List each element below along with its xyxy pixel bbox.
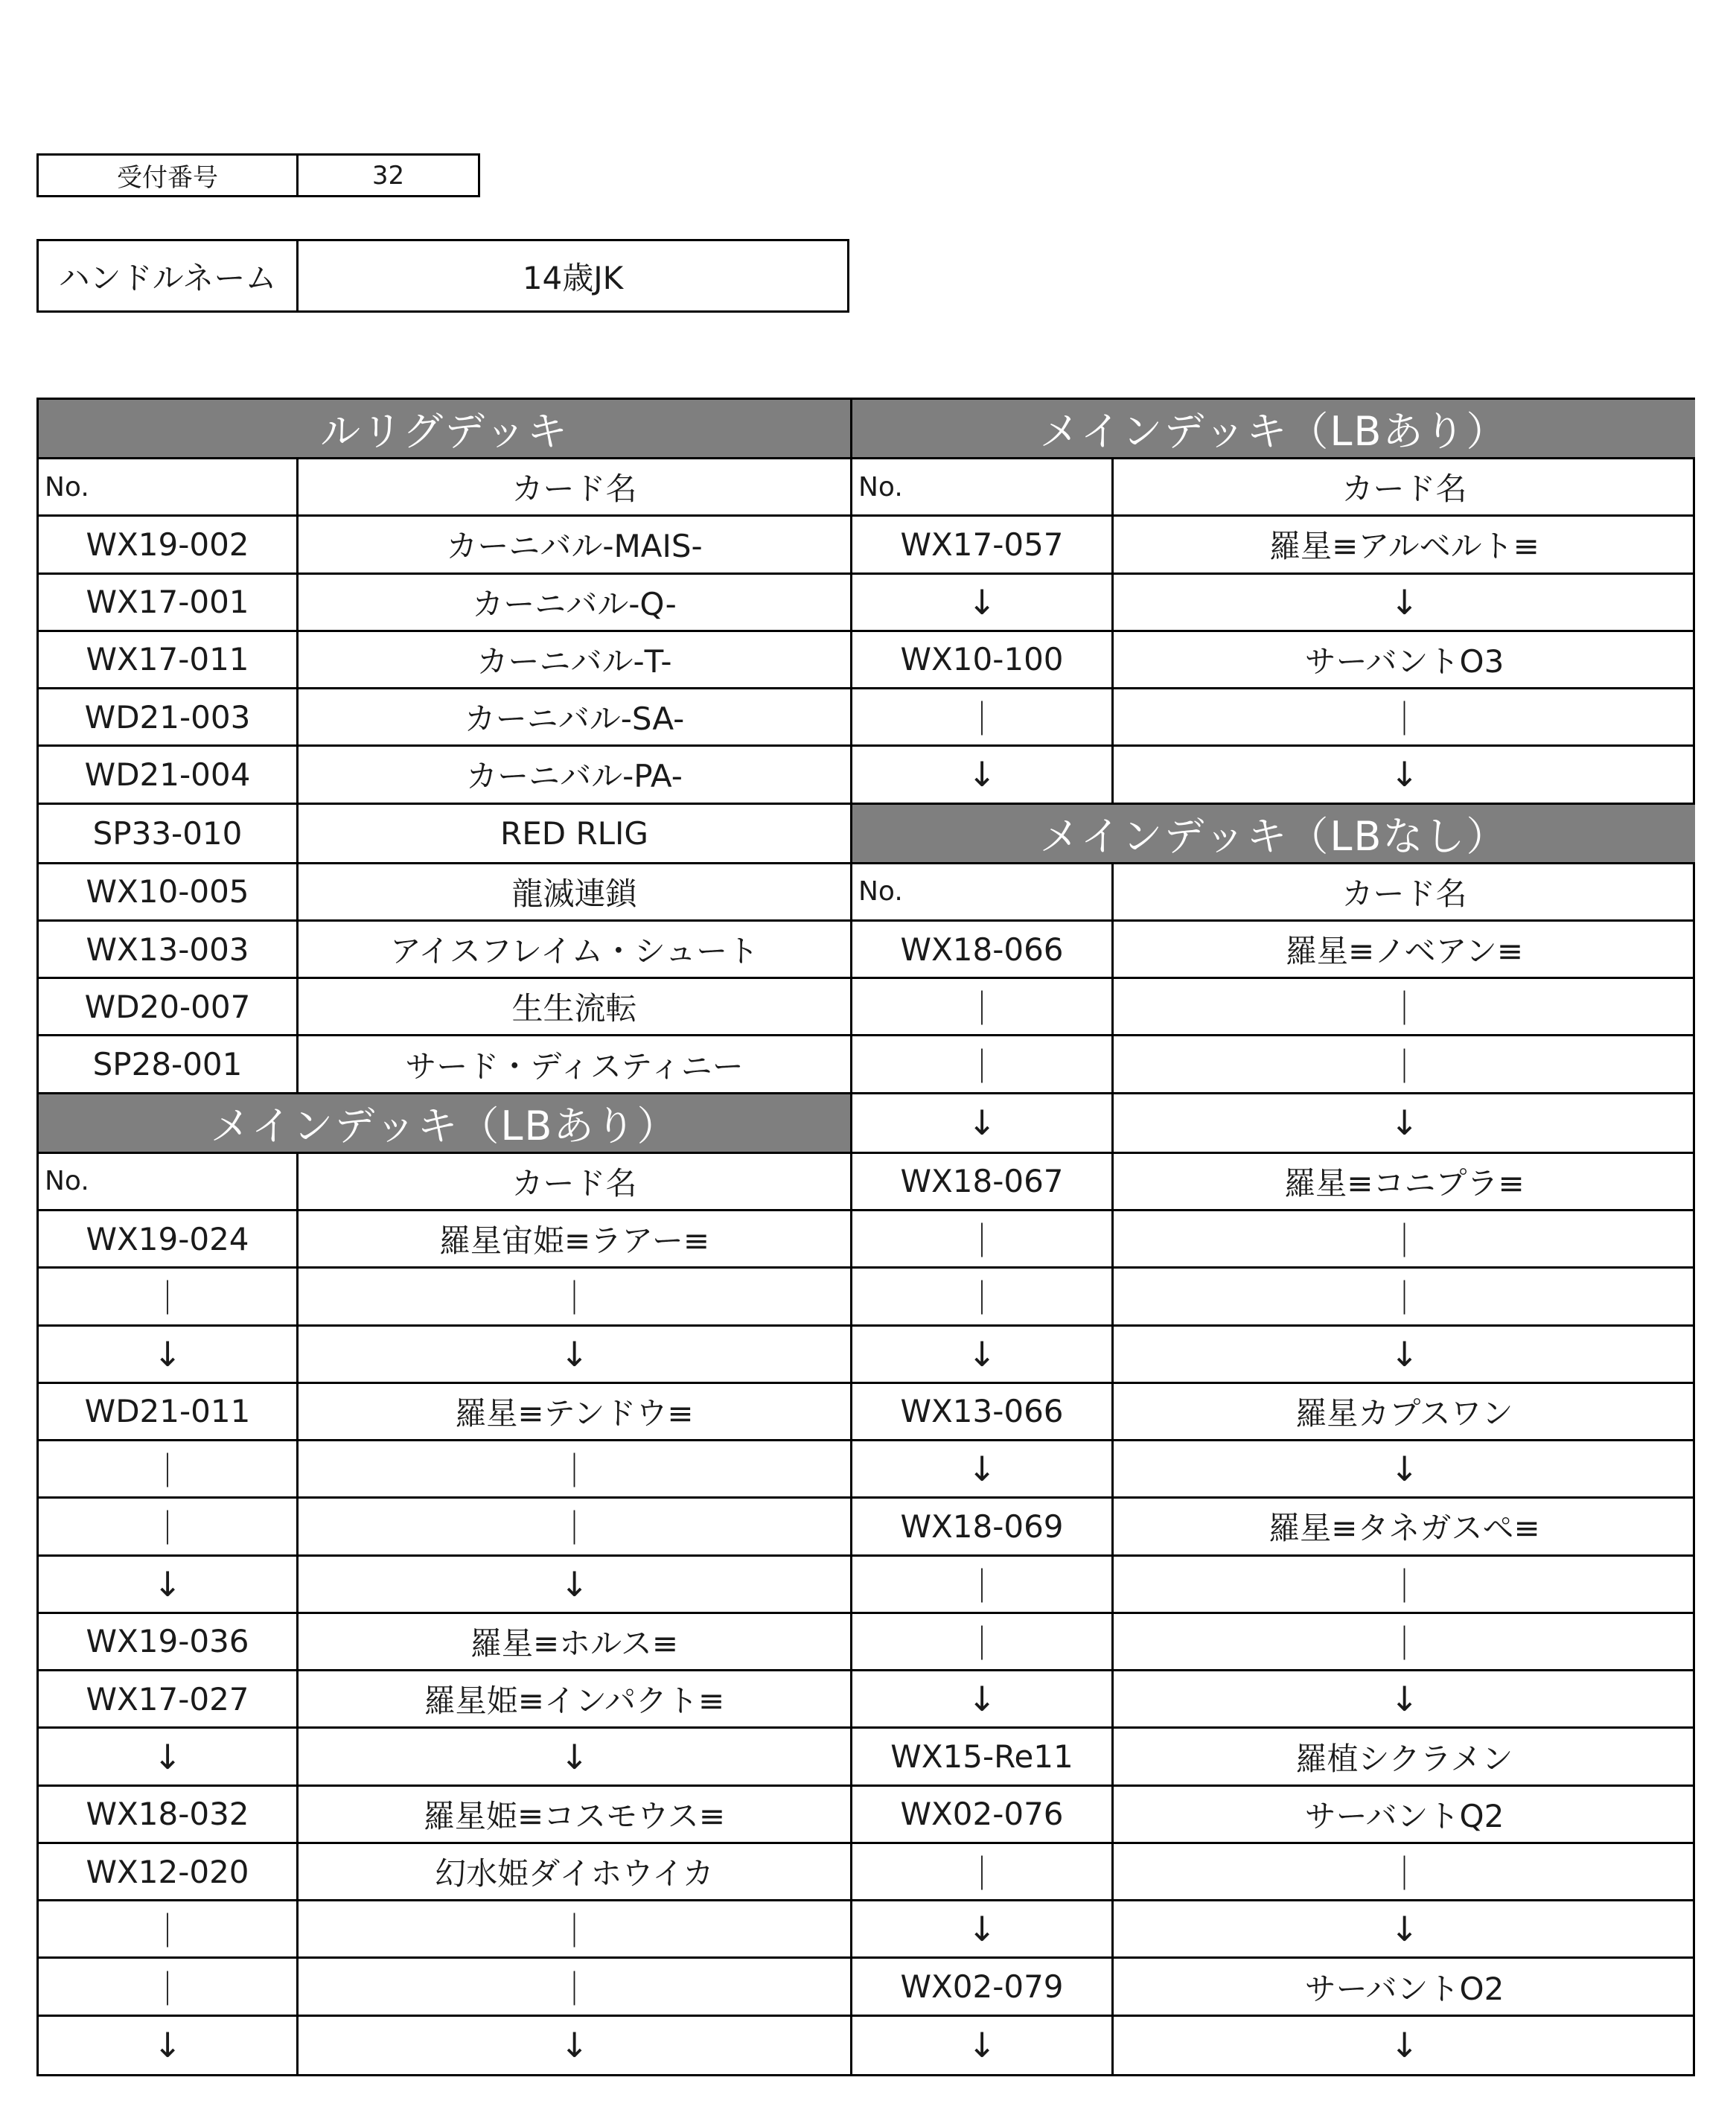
card-number: ｜ (852, 1614, 1114, 1671)
column-header-card-name: カード名 (299, 459, 852, 517)
card-name: ↓ (1114, 1094, 1695, 1154)
card-number: ｜ (852, 1844, 1114, 1901)
card-name: アイスフレイム・シュート (299, 922, 852, 979)
card-number: ↓ (39, 2017, 299, 2074)
card-name: カーニバル-MAIS- (299, 517, 852, 574)
card-number: ｜ (39, 1441, 299, 1499)
card-name: サーバントQ2 (1114, 1787, 1695, 1844)
card-number: WX13-003 (39, 922, 299, 979)
card-name: 羅星≡テンドウ≡ (299, 1384, 852, 1441)
card-number: WX19-024 (39, 1211, 299, 1269)
card-name: サード・ディスティニー (299, 1036, 852, 1094)
card-name: ↓ (1114, 1441, 1695, 1499)
card-name: ｜ (1114, 1269, 1695, 1326)
main-deck-no-lb-header: メインデッキ（LBなし） (852, 805, 1695, 864)
card-number: WX13-066 (852, 1384, 1114, 1441)
column-header-card-name: カード名 (299, 1154, 852, 1211)
card-number: ↓ (852, 2017, 1114, 2074)
card-name: ｜ (299, 1499, 852, 1556)
card-name: 羅星宙姫≡ラアー≡ (299, 1211, 852, 1269)
card-number: WD21-003 (39, 689, 299, 747)
card-number: WD21-004 (39, 747, 299, 804)
card-name: RED RLIG (299, 805, 852, 864)
card-number: ↓ (852, 1094, 1114, 1154)
card-name: ｜ (1114, 1211, 1695, 1269)
card-number: SP33-010 (39, 805, 299, 864)
column-header-no: No. (39, 1154, 299, 1211)
card-name: ｜ (1114, 689, 1695, 747)
card-name: ｜ (1114, 1557, 1695, 1614)
card-number: WX10-005 (39, 864, 299, 922)
card-number: WX17-057 (852, 517, 1114, 574)
card-name: 羅星≡コニプラ≡ (1114, 1154, 1695, 1211)
card-name: ↓ (1114, 1901, 1695, 1959)
card-name: 羅星≡アルベルト≡ (1114, 517, 1695, 574)
card-number: WX17-027 (39, 1671, 299, 1729)
card-name: ↓ (299, 2017, 852, 2074)
card-name: ↓ (1114, 747, 1695, 804)
card-number: WD20-007 (39, 979, 299, 1036)
card-name: 龍滅連鎖 (299, 864, 852, 922)
card-number: ↓ (39, 1729, 299, 1786)
handle-name-value: 14歳JK (522, 259, 624, 296)
card-name: ↓ (1114, 1671, 1695, 1729)
card-name: ↓ (1114, 1327, 1695, 1384)
card-name: ｜ (299, 1901, 852, 1959)
card-number: WD21-011 (39, 1384, 299, 1441)
card-name: ↓ (1114, 575, 1695, 632)
card-name: ｜ (1114, 1844, 1695, 1901)
card-number: ｜ (852, 1557, 1114, 1614)
card-number: SP28-001 (39, 1036, 299, 1094)
card-name: ↓ (299, 1729, 852, 1786)
card-name: 羅星カプスワン (1114, 1384, 1695, 1441)
card-number: ｜ (852, 1211, 1114, 1269)
card-name: カーニバル-SA- (299, 689, 852, 747)
card-number: ｜ (852, 1036, 1114, 1094)
lrig-deck-header: ルリグデッキ (39, 400, 852, 459)
card-name: ↓ (299, 1557, 852, 1614)
card-number: ↓ (852, 1671, 1114, 1729)
card-name: ｜ (1114, 1036, 1695, 1094)
card-number: WX12-020 (39, 1844, 299, 1901)
card-number: ｜ (39, 1959, 299, 2016)
card-number: WX10-100 (852, 632, 1114, 689)
card-name: 羅星姫≡コスモウス≡ (299, 1787, 852, 1844)
card-name: 羅星≡ホルス≡ (299, 1614, 852, 1671)
card-number: WX02-079 (852, 1959, 1114, 2016)
card-number: WX18-069 (852, 1499, 1114, 1556)
reception-number-value: 32 (371, 160, 405, 191)
card-name: 羅星≡ノベアン≡ (1114, 922, 1695, 979)
card-number: ↓ (39, 1557, 299, 1614)
card-name: ｜ (299, 1269, 852, 1326)
column-header-no: No. (852, 864, 1114, 922)
card-number: ↓ (852, 1327, 1114, 1384)
column-header-card-name: カード名 (1114, 864, 1695, 922)
card-name: ｜ (1114, 979, 1695, 1036)
card-number: ↓ (39, 1327, 299, 1384)
card-number: WX15-Re11 (852, 1729, 1114, 1786)
card-name: 羅植シクラメン (1114, 1729, 1695, 1786)
card-name: 羅星姫≡インパクト≡ (299, 1671, 852, 1729)
handle-name-box (36, 239, 849, 313)
card-name: サーバントO3 (1114, 632, 1695, 689)
card-number: WX02-076 (852, 1787, 1114, 1844)
card-name: ↓ (1390, 2025, 1419, 2066)
card-number: WX18-066 (852, 922, 1114, 979)
column-header-card-name: カード名 (1114, 459, 1695, 517)
card-number: ｜ (39, 1499, 299, 1556)
card-name: カーニバル-Q- (299, 575, 852, 632)
card-name: ↓ (299, 1327, 852, 1384)
reception-number-label: 受付番号 (39, 156, 299, 195)
card-number: ↓ (852, 575, 1114, 632)
handle-name-label: ハンドルネーム (39, 241, 299, 310)
reception-number-box (36, 153, 480, 197)
card-name: ｜ (299, 1959, 852, 2016)
card-name: カーニバル-PA- (299, 747, 852, 804)
card-number: WX17-011 (39, 632, 299, 689)
card-name: 幻水姫ダイホウイカ (299, 1844, 852, 1901)
card-name: 羅星≡タネガスペ≡ (1114, 1499, 1695, 1556)
card-number: ↓ (852, 747, 1114, 804)
card-number: ｜ (852, 689, 1114, 747)
card-number: ↓ (852, 1901, 1114, 1959)
column-header-no: No. (852, 459, 1114, 517)
card-name: サーバントO2 (1114, 1959, 1695, 2016)
card-number: ｜ (39, 1901, 299, 1959)
card-name: ｜ (299, 1441, 852, 1499)
card-number: WX18-067 (852, 1154, 1114, 1211)
card-number: WX19-036 (39, 1614, 299, 1671)
card-number: ｜ (852, 1269, 1114, 1326)
card-number: ↓ (852, 1441, 1114, 1499)
deck-list-table (36, 398, 1695, 2076)
column-header-no: No. (39, 459, 299, 517)
card-name: 生生流転 (299, 979, 852, 1036)
card-number: WX19-002 (39, 517, 299, 574)
card-number: WX17-001 (39, 575, 299, 632)
card-name: ｜ (1114, 1614, 1695, 1671)
card-number: ｜ (39, 1269, 299, 1326)
main-deck-lb-right-header: メインデッキ（LBあり） (852, 400, 1695, 459)
card-number: ｜ (852, 979, 1114, 1036)
card-number: WX18-032 (39, 1787, 299, 1844)
main-deck-lb-left-header: メインデッキ（LBあり） (39, 1094, 852, 1154)
card-name: カーニバル-T- (299, 632, 852, 689)
